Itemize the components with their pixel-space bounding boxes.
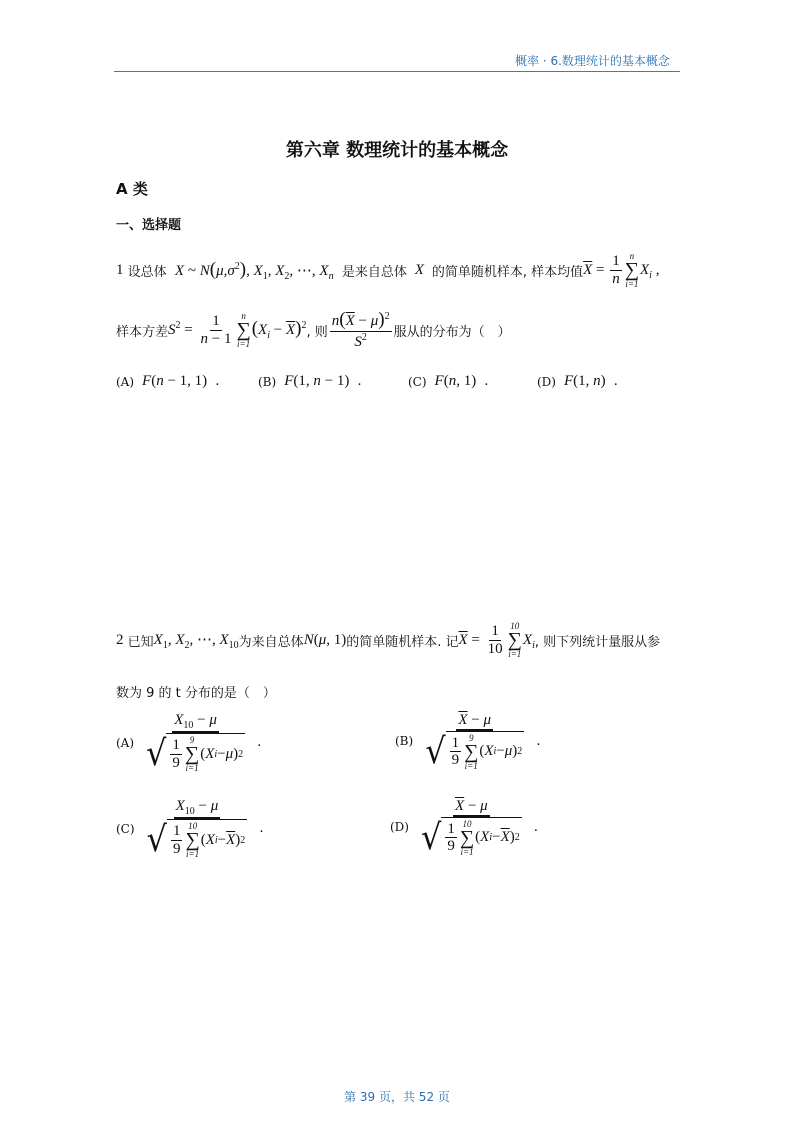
option-formula: F(1, n − 1) bbox=[284, 373, 350, 389]
option-label: (C) bbox=[116, 821, 135, 836]
q2-line2: 数为 9 的 t 分布的是（ ） bbox=[116, 686, 276, 701]
option-label: (A) bbox=[116, 374, 135, 389]
option-period: . bbox=[215, 373, 220, 389]
q1-line1 bbox=[116, 252, 659, 289]
q1-formula-statistic: $\frac{n(\overline{X} - \mu)^2}{S^2}$ bbox=[331, 309, 390, 350]
option-label: (C) bbox=[408, 374, 427, 389]
option-formula: $X_{10} - \mu$ √ $\frac{1}{9}$ 10 ∑ i=1 ( X i − $\overline{X}$ ) 2 bbox=[146, 798, 246, 860]
option-formula: F(n − 1, 1) bbox=[142, 373, 208, 389]
option-label: (B) bbox=[395, 734, 414, 749]
header-rule bbox=[114, 71, 680, 72]
chapter-title: 第六章 数理统计的基本概念 bbox=[285, 140, 509, 161]
section-a-heading: A 类 bbox=[116, 180, 148, 198]
q1-text-4: 样本方差 bbox=[116, 325, 169, 341]
q2-formula-sample: $X_1$, $X_2$, ⋯, $X_{10}$ bbox=[153, 632, 239, 651]
q1-option-b bbox=[258, 373, 361, 390]
q1-line2 bbox=[116, 310, 511, 351]
option-period: . bbox=[357, 373, 362, 389]
q1-formula-population: X ~ $N(\mu,\sigma^2)$, $X_1$, $X_2$, ⋯, $X_n$ bbox=[174, 259, 334, 282]
option-label: (D) bbox=[537, 374, 556, 389]
q1-formula-mean: $\overline{X}$ = $\frac{1}{n}$ n ∑ i=1 $X_i$ , bbox=[583, 251, 660, 289]
q1-formula-variance: $S^2$ = $\frac{1}{n - 1}$ n ∑ i=1 $(X_i - \overline{X})^2$ bbox=[168, 311, 307, 350]
q2-text-2: 为来自总体 bbox=[238, 635, 304, 650]
q1-text-3: 的简单随机样本, 样本均值 bbox=[431, 265, 584, 280]
q2-line1 bbox=[116, 622, 660, 659]
q1-number: 1 bbox=[116, 262, 124, 278]
q1-option-d bbox=[537, 373, 618, 390]
q2-option-b: (B) $\overline{X} - \mu$ √ $\frac{1}{9}$ 9 ∑ i=1 ( X i − μ ) 2 . bbox=[395, 712, 541, 772]
option-formula: F(n, 1) bbox=[434, 373, 477, 389]
q1-text-6: 服从的分布为（ ） bbox=[393, 325, 511, 341]
q1-formula-X: X bbox=[411, 262, 428, 278]
q2-option-c: (C) $X_{10} - \mu$ √ $\frac{1}{9}$ 10 ∑ i=1 ( X i − $\overline{X}$ ) 2 . bbox=[116, 798, 264, 860]
q1-text-2: 是来自总体 bbox=[341, 265, 407, 280]
option-label: (D) bbox=[390, 820, 409, 835]
section-choice-heading: 一、选择题 bbox=[116, 218, 182, 233]
q2-text-3: 的简单随机样本. 记 bbox=[346, 635, 459, 650]
q2-formula-mean: $\overline{X}$ = $\frac{1}{10}$ 10 ∑ i=1 $X_i$ bbox=[458, 621, 535, 659]
q1-option-c bbox=[408, 373, 488, 390]
q2-formula-population: N(μ, 1) bbox=[303, 632, 347, 648]
running-header: 概率 · 6.数理统计的基本概念 bbox=[515, 54, 670, 68]
option-label: (A) bbox=[116, 735, 135, 750]
option-period: . bbox=[613, 373, 618, 389]
option-formula: $\overline{X} - \mu$ √ $\frac{1}{9}$ 10 ∑ i=1 ( X i − $\overline{X}$ ) 2 bbox=[420, 798, 520, 858]
q2-number: 2 bbox=[116, 632, 124, 648]
option-formula: $\overline{X} - \mu$ √ $\frac{1}{9}$ 9 ∑ i=1 ( X i − μ ) 2 bbox=[425, 712, 523, 772]
option-period: . bbox=[484, 373, 489, 389]
option-label: (B) bbox=[258, 374, 277, 389]
q2-text-1: 已知 bbox=[127, 635, 154, 650]
page-footer: 第 39 页，共 52 页 bbox=[344, 1090, 450, 1104]
q2-option-a: (A) $X_{10} - \mu$ √ $\frac{1}{9}$ 9 ∑ i=1 ( X i − μ ) 2 . bbox=[116, 712, 262, 774]
q2-option-d: (D) $\overline{X} - \mu$ √ $\frac{1}{9}$ 10 ∑ i=1 ( X i − $\overline{X}$ ) 2 . bbox=[390, 798, 538, 858]
q1-text-1: 设总体 bbox=[127, 265, 167, 280]
option-formula: $X_{10} - \mu$ √ $\frac{1}{9}$ 9 ∑ i=1 ( X i − μ ) 2 bbox=[146, 712, 244, 774]
q1-text-5: , 则 bbox=[306, 325, 328, 341]
q2-text-4: , 则下列统计量服从参 bbox=[534, 635, 661, 650]
option-formula: F(1, n) bbox=[563, 373, 606, 389]
q1-option-a bbox=[116, 373, 219, 390]
